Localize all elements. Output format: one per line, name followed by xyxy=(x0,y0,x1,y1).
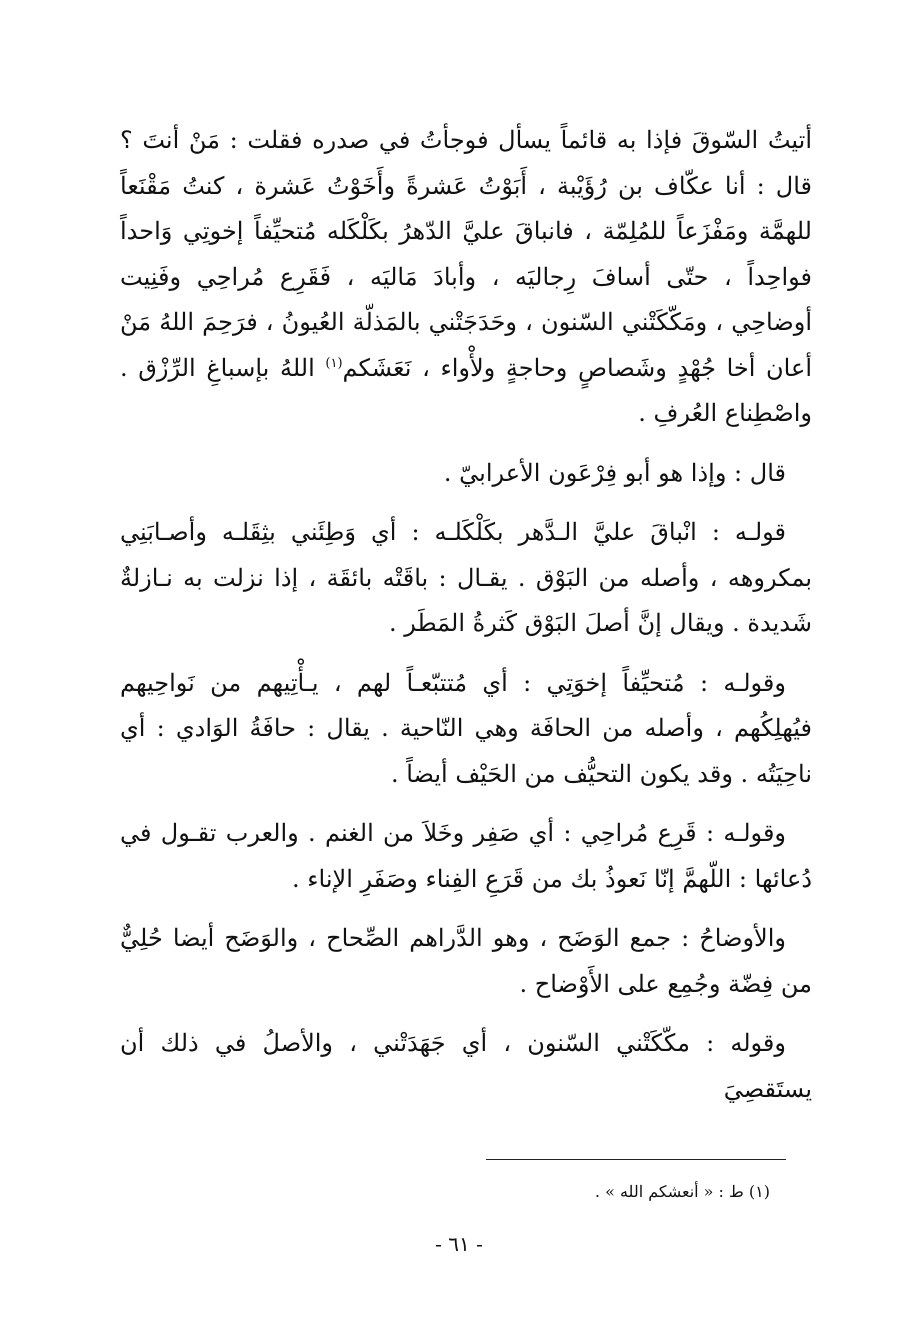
footnote-reference[interactable]: (١) xyxy=(325,355,343,371)
paragraph-narrative xyxy=(120,118,812,437)
page-body xyxy=(120,118,812,1112)
paragraph-gloss-qari: وقولـه : قَرِع مُراحِي : أي صَفِر وخَلاَ من الغنم . والعرب تقـول في دُعائها : اللّهمَّ إنّا نَعوذُ بك من قَرَعِ الفِناء وصَفَرِ الإناء . xyxy=(120,819,812,893)
paragraph-text: أتيتُ السّوقَ فإذا به قائماً يسأل فوجأتُ في صدره فقلت : مَنْ أنتَ ؟ قال : أنا عكّاف بن رُؤَيْبة ، أَبَوْتُ عَشرةً وأَخَوْتُ عَشرة ، كنتُ مَقْنَعاً للهمَّة ومَفْزَعاً للمُلِمّة ، فانباقَ عليَّ الدّهرُ بكَلْكَله مُتحيِّفاً إخوتِي وَاحداً فواحِداً ، حتّى أسافَ رِجاليَه ، وأبادَ مَاليَه ، فَقَرِع مُراحِي وفَنِيت أوضاحِي ، ومَكّكَتْني السّنون ، وحَدَجَتْني بالمَذلّة العُيونُ ، فرَحِمَ اللهُ مَنْ أعان أخا جُهْدٍ وشَصاصٍ وحاجةٍ ولأْواء ، نَعَشَكم xyxy=(120,126,813,382)
paragraph-gloss-inbaqa: قولـه : انْباقَ عليَّ الـدَّهر بكَلْكَلـه : أي وَطِئَني بثِقَلـه وأصـابَنِي بمكروهه ، وأصله من البَوْق . يقـال : باقَتْه بائقَة ، إذا نزلت به نـازلةٌ شَديدة . ويقال إنَّ أصلَ البَوْق كَثرةُ المَطَر . xyxy=(120,518,812,637)
paragraph-text-continued: اللهُ بإسباغِ الرِّزْق . واصْطِناع العُرفِ . xyxy=(120,353,812,427)
paragraph-gloss-mutahayyifan: وقولـه : مُتحيِّفاً إخوَتِي : أي مُتتبّعـاً لهم ، يـأْتِيهم من نَواحِيهم فيُهلِكُهم ، وأصله من الحافَة وهي النّاحية . يقال : حافَةُ الوَادي : أي ناحِيَتُه . وقد يكون التحيُّف من الحَيْف أيضاً . xyxy=(120,668,812,788)
page-number: - ٦١ - xyxy=(435,1232,483,1256)
paragraph-gloss-awdah: والأوضاحُ : جمع الوَضَح ، وهو الدَّراهم الصِّحاح ، والوَضَح أيضا حُلِيٌّ من فِضّة وجُمِع على الأَوْضاح . xyxy=(120,924,812,998)
footnote: (١) ط : « أنعشكم الله » . xyxy=(594,1182,770,1201)
paragraph-gloss-makkakatni: وقوله : مكّكَتْني السّنون ، أي جَهَدَتْني ، والأصلُ في ذلك أن يستَقصِيَ xyxy=(120,1029,812,1103)
paragraph-speaker: قال : وإذا هو أبو فِرْعَون الأعرابيّ . xyxy=(443,458,786,487)
footnote-divider xyxy=(486,1159,786,1160)
